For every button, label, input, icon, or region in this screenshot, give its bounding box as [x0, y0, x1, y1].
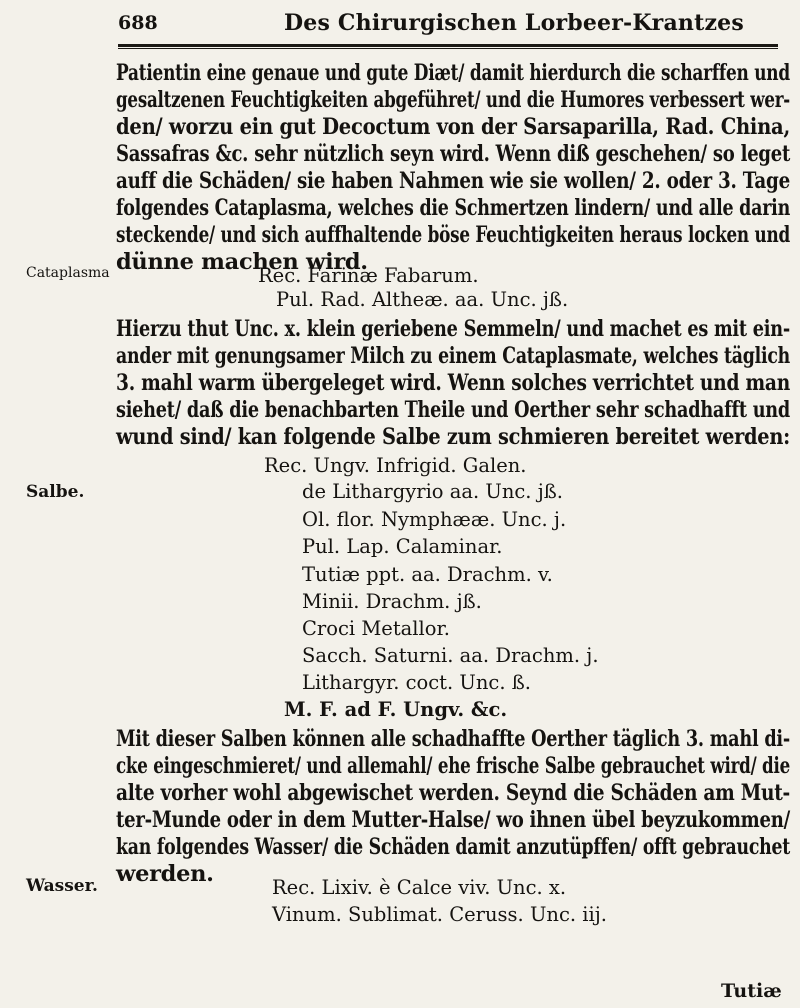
catchword: Tutiæ [721, 980, 782, 1002]
text-line: folgendes Cataplasma, welches die Schmertzen lindern/ und alle darin [116, 195, 791, 221]
text-line: kan folgendes Wasser/ die Schäden damit anzutüpffen/ offt gebrauchet [116, 834, 791, 860]
recipe-line: Rec. Farinæ Fabarum. [258, 264, 479, 287]
text-line: Hierzu thut Unc. x. klein geriebene Semmeln/ und machet es mit ein- [116, 316, 790, 342]
text-line: auff die Schäden/ sie haben Nahmen wie sie wollen/ 2. oder 3. Tage [116, 168, 790, 194]
recipe-line: Ol. flor. Nymphææ. Unc. j. [302, 508, 567, 531]
recipe-line: Lithargyr. coct. Unc. ß. [302, 671, 531, 694]
page-number: 688 [118, 12, 158, 34]
recipe-line: Rec. Lixiv. è Calce viv. Unc. x. [272, 876, 567, 899]
text-line: steckende/ und sich auffhaltende böse Feuchtigkeiten heraus locken und [116, 222, 791, 248]
text-line: ander mit genungsamer Milch zu einem Cataplasmate, welches täglich [116, 343, 791, 369]
text-line: 3. mahl warm übergeleget wird. Wenn solches verrichtet und man [116, 370, 790, 396]
recipe-line: Pul. Lap. Calaminar. [302, 535, 503, 558]
recipe-line: Vinum. Sublimat. Ceruss. Unc. iij. [272, 903, 607, 926]
text-line: dünne machen wird. [116, 249, 368, 275]
header-rule [118, 44, 778, 49]
text-line: alte vorher wohl abgewischet werden. Seynd die Schäden am Mut- [116, 780, 791, 806]
recipe-line: Minii. Drachm. jß. [302, 590, 482, 613]
margin-note-salbe: Salbe. [26, 482, 85, 502]
text-line: siehet/ daß die benachbarten Theile und Oerther sehr schadhafft und [116, 397, 791, 423]
recipe-line: Rec. Ungv. Infrigid. Galen. [264, 454, 527, 477]
text-line: ter-Munde oder in dem Mutter-Halse/ wo ihnen übel beyzukommen/ [116, 807, 790, 833]
text-line: den/ worzu ein gut Decoctum von der Sarsaparilla, Rad. China, [116, 114, 790, 140]
text-line: Mit dieser Salben können alle schadhaffte Oerther täglich 3. mahl di- [116, 726, 790, 752]
recipe-line: M. F. ad F. Ungv. &c. [284, 698, 508, 721]
running-title: Des Chirurgischen Lorbeer-Krantzes [284, 10, 744, 36]
text-line: werden. [116, 861, 214, 887]
recipe-line: Sacch. Saturni. aa. Drachm. j. [302, 644, 599, 667]
text-line: cke eingeschmieret/ und allemahl/ ehe frische Salbe gebrauchet wird/ die [116, 753, 791, 779]
text-line: wund sind/ kan folgende Salbe zum schmieren bereitet werden: [116, 424, 791, 450]
text-line: Patientin eine genaue und gute Diæt/ damit hierdurch die scharffen und [116, 60, 790, 86]
text-line: Sassafras &c. sehr nützlich seyn wird. Wenn diß geschehen/ so leget [116, 141, 791, 167]
page-header [118, 8, 768, 38]
text-line: gesaltzenen Feuchtigkeiten abgeführet/ und die Humores verbessert wer- [116, 87, 790, 113]
recipe-line: de Lithargyrio aa. Unc. jß. [302, 480, 563, 503]
recipe-line: Croci Metallor. [302, 617, 450, 640]
margin-note-wasser: Wasser. [26, 876, 98, 896]
recipe-line: Pul. Rad. Altheæ. aa. Unc. jß. [276, 288, 569, 311]
margin-note-cataplasma: Cataplasma [26, 265, 110, 281]
recipe-line: Tutiæ ppt. aa. Drachm. v. [302, 563, 553, 586]
